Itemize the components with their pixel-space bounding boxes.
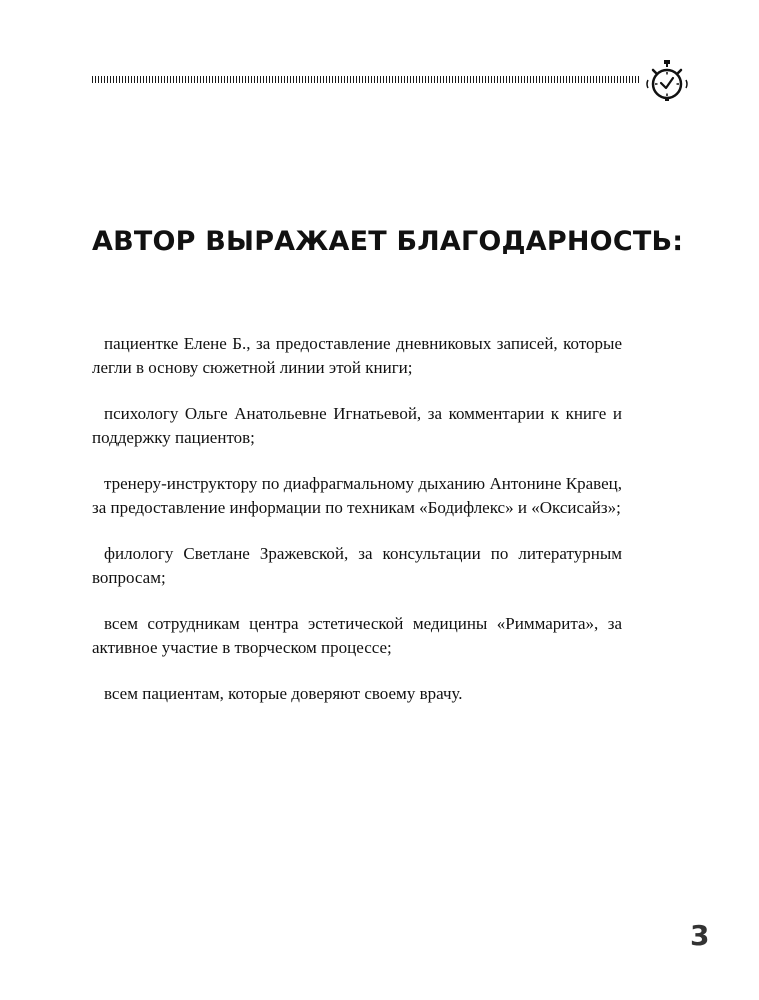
header-dotted-rule: [92, 76, 640, 83]
acknowledgement-paragraph: филологу Светлане Зражевской, за консультации по литературным вопросам;: [92, 544, 622, 587]
acknowledgement-paragraph: тренеру-инструктору по диафрагмальному дыханию Антонине Кравец, за предоставление информации по техникам «Бодифлекс» и «Оксисайз»;: [92, 474, 622, 517]
page-title: АВТОР ВЫРАЖАЕТ БЛАГОДАРНОСТЬ:: [92, 226, 684, 257]
acknowledgement-paragraph: всем пациентам, которые доверяют своему врачу.: [104, 684, 463, 703]
stopwatch-icon: [644, 58, 690, 104]
acknowledgements-list: [92, 332, 622, 728]
acknowledgement-paragraph: всем сотрудникам центра эстетической медицины «Риммарита», за активное участие в творческом процессе;: [92, 614, 622, 657]
acknowledgement-paragraph: пациентке Елене Б., за предоставление дневниковых записей, которые легли в основу сюжетной линии этой книги;: [92, 334, 622, 377]
acknowledgement-paragraph: психологу Ольге Анатольевне Игнатьевой, за комментарии к книге и поддержку пациентов;: [92, 404, 622, 447]
page-number: 3: [690, 919, 710, 952]
